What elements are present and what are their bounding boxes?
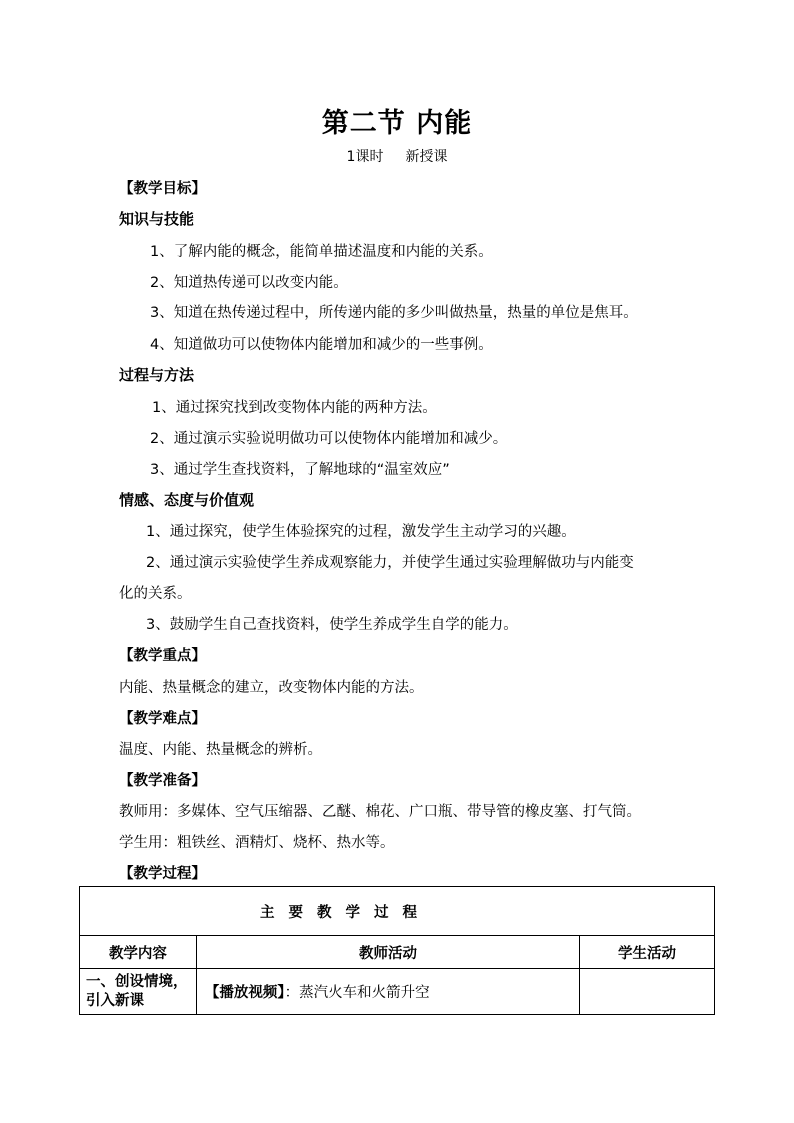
difficulties-heading: 【教学难点】: [119, 711, 206, 727]
page-title: 第二节 内能: [321, 108, 473, 139]
emotion-item: 3、鼓励学生自己查找资料，使学生养成学生自学的能力。: [146, 617, 518, 633]
table-row: [80, 969, 715, 1015]
preparation-teacher: 教师用：多媒体、空气压缩器、乙醚、棉花、广口瓶、带导管的橡皮塞、打气筒。: [119, 804, 641, 820]
row-student-cell: [580, 969, 715, 1015]
lesson-hours: 1课时: [346, 149, 384, 165]
column-header-teacher: 教师活动: [196, 936, 579, 969]
row-content-cell: [80, 969, 197, 1015]
preparation-heading: 【教学准备】: [119, 773, 206, 789]
process-item: 1、通过探究找到改变物体内能的两种方法。: [152, 400, 437, 416]
row-content-line: 一、创设情境，: [86, 973, 188, 990]
difficulties-text: 温度、内能、热量概念的辨析。: [119, 742, 322, 758]
procedure-table: [79, 886, 715, 1015]
lesson-type: 新授课: [405, 149, 448, 165]
lesson-subtitle: [0, 146, 794, 166]
row-content-line: 引入新课: [86, 992, 144, 1009]
knowledge-item: 1、了解内能的概念，能简单描述温度和内能的关系。: [150, 244, 493, 260]
emotion-item: 1、通过探究，使学生体验探究的过程，激发学生主动学习的兴趣。: [146, 524, 576, 540]
process-item: 2、通过演示实验说明做功可以使物体内能增加和减少。: [150, 431, 508, 447]
process-heading: 过程与方法: [119, 366, 195, 384]
column-header-student: 学生活动: [580, 936, 715, 969]
process-item: 3、通过学生查找资料，了解地球的“温室效应”: [150, 462, 450, 478]
emotion-item-continued: 化的关系。: [119, 586, 192, 602]
objectives-heading: 【教学目标】: [119, 181, 206, 197]
row-teacher-cell: [196, 969, 579, 1015]
teacher-activity-text: ：蒸汽火车和火箭升空: [284, 985, 430, 1001]
procedure-table-title: 主要教学过程: [80, 887, 715, 936]
key-points-heading: 【教学重点】: [119, 648, 206, 664]
emotion-item: 2、通过演示实验使学生养成观察能力，并使学生通过实验理解做功与内能变: [146, 555, 634, 571]
preparation-student: 学生用：粗铁丝、酒精灯、烧杯、热水等。: [119, 835, 395, 851]
emotion-heading: 情感、态度与价值观: [119, 491, 255, 509]
knowledge-item: 3、知道在热传递过程中，所传递内能的多少叫做热量，热量的单位是焦耳。: [150, 305, 638, 321]
key-points-text: 内能、热量概念的建立，改变物体内能的方法。: [119, 680, 424, 696]
column-header-content: 教学内容: [80, 936, 197, 969]
knowledge-item: 4、知道做功可以使物体内能增加和减少的一些事例。: [150, 337, 493, 353]
knowledge-heading: 知识与技能: [119, 210, 195, 228]
teacher-activity-tag: 【播放视频】: [204, 985, 285, 1001]
procedure-heading: 【教学过程】: [119, 866, 206, 882]
knowledge-item: 2、知道热传递可以改变内能。: [150, 275, 348, 291]
